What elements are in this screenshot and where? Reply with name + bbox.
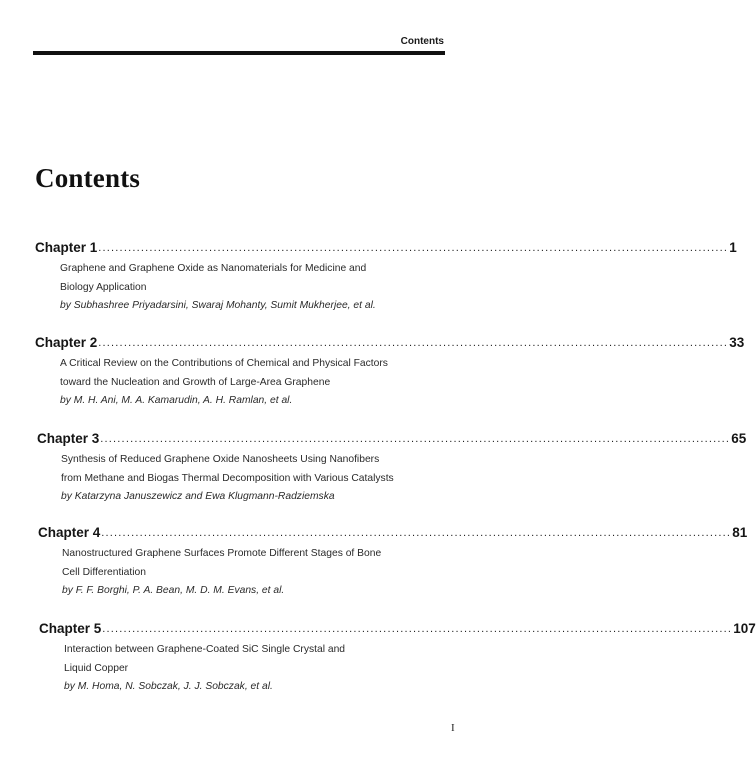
chapter-title-line: A Critical Review on the Contributions of Chemical and Physical Factors: [60, 358, 388, 369]
dot-leader: ....................................................................................................................................................: [98, 242, 729, 254]
chapter-title-line: Synthesis of Reduced Graphene Oxide Nanosheets Using Nanofibers: [61, 454, 380, 465]
chapter-page-number: 1: [729, 240, 737, 255]
chapter-title-line: Interaction between Graphene-Coated SiC Single Crystal and: [64, 644, 346, 655]
header-rule: [33, 51, 445, 55]
chapter-authors: by F. F. Borghi, P. A. Bean, M. D. M. Evans, et al.: [62, 585, 285, 596]
chapter-label: Chapter 3: [37, 431, 100, 446]
chapter-title-line: Liquid Copper: [64, 662, 129, 674]
chapter-page-number: 33: [729, 335, 745, 350]
chapter-page-number: 107: [733, 621, 756, 636]
chapter-line[interactable]: [35, 332, 745, 350]
chapter-authors: by M. Homa, N. Sobczak, J. J. Sobczak, et al.: [64, 681, 273, 692]
dot-leader: ....................................................................................................................................................: [98, 337, 729, 349]
chapter-authors: by M. H. Ani, M. A. Kamarudin, A. H. Ramlan, et al.: [60, 395, 293, 406]
chapter-authors: by Subhashree Priyadarsini, Swaraj Mohanty, Sumit Mukherjee, et al.: [60, 300, 376, 311]
chapter-line[interactable]: [39, 618, 756, 636]
chapter-title-line: from Methane and Biogas Thermal Decomposition with Various Catalysts: [61, 472, 394, 484]
chapter-page-number: 81: [732, 525, 748, 540]
chapter-page-number: 65: [731, 431, 747, 446]
chapter-label: Chapter 1: [35, 240, 98, 255]
chapter-title-line: toward the Nucleation and Growth of Large-Area Graphene: [60, 376, 331, 388]
chapter-label: Chapter 2: [35, 335, 98, 350]
chapter-description: [64, 641, 459, 697]
running-header: Contents: [400, 36, 444, 47]
chapter-title-line: Biology Application: [60, 281, 147, 293]
chapter-description: [60, 260, 455, 316]
chapter-line[interactable]: [37, 428, 747, 446]
chapter-label: Chapter 4: [38, 525, 101, 540]
dot-leader: ....................................................................................................................................................: [102, 623, 733, 635]
dot-leader: ....................................................................................................................................................: [100, 433, 731, 445]
chapter-title-line: Cell Differentiation: [62, 566, 146, 578]
chapter-label: Chapter 5: [39, 621, 102, 636]
chapter-authors: by Katarzyna Januszewicz and Ewa Klugmann-Radziemska: [61, 491, 335, 502]
chapter-description: [62, 545, 457, 601]
dot-leader: ....................................................................................................................................................: [101, 527, 732, 539]
page-number: I: [451, 722, 455, 734]
chapter-line[interactable]: [38, 522, 748, 540]
chapter-description: [61, 451, 456, 507]
chapter-title-line: Nanostructured Graphene Surfaces Promote Different Stages of Bone: [62, 548, 382, 559]
chapter-title-line: Graphene and Graphene Oxide as Nanomaterials for Medicine and: [60, 263, 367, 274]
page-title: Contents: [35, 163, 141, 193]
chapter-line[interactable]: [35, 237, 737, 255]
chapter-description: [60, 355, 455, 411]
